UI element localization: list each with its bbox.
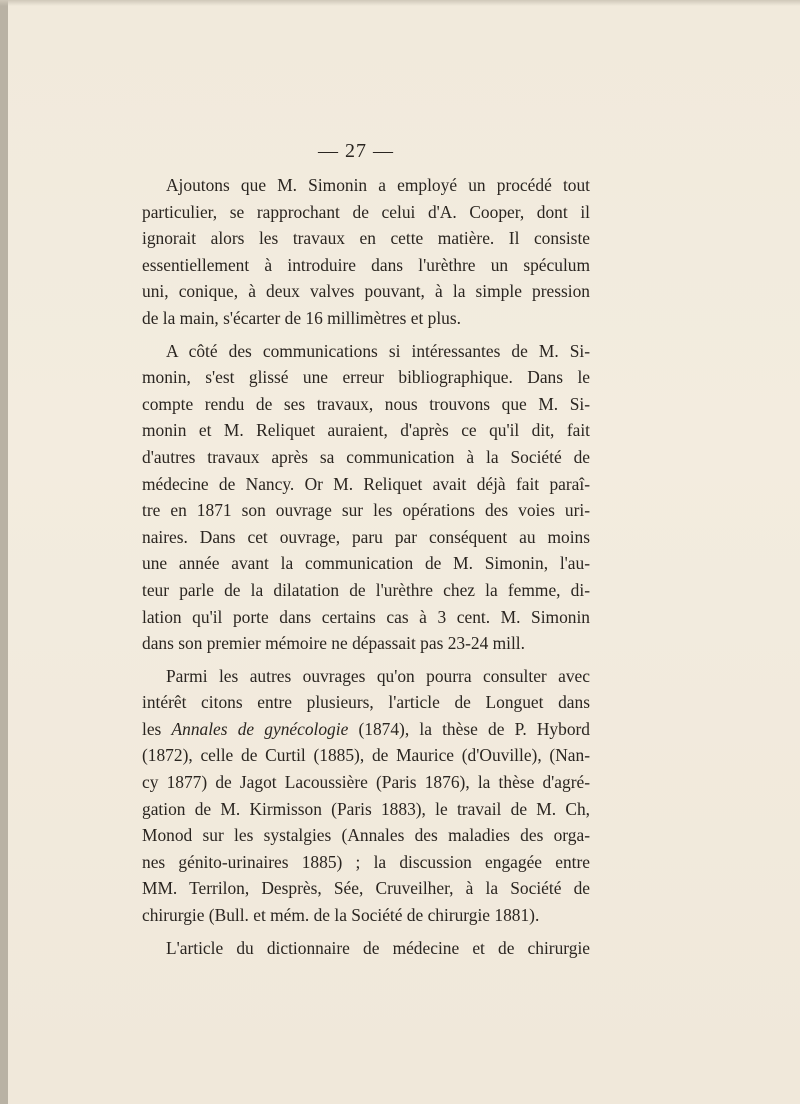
text-line: Parmi les autres ouvrages qu'on pourra consulter avec	[166, 665, 590, 686]
text-line: Ajoutons que M. Simonin a employé un procédé tout	[166, 175, 590, 195]
text-line: monin, s'est glissé une erreur bibliographique. Dans le	[142, 367, 590, 388]
paragraph	[118, 172, 590, 332]
paragraph	[118, 935, 590, 962]
text-line: teur parle de la dilatation de l'urèthre chez la femme, di-	[142, 579, 590, 600]
page-number: — 27 —	[318, 140, 394, 162]
page-left-edge	[0, 0, 8, 1104]
text-line: médecine de Nancy. Or M. Reliquet avait déjà fait paraî-	[142, 473, 590, 494]
text-line: dans son premier mémoire ne dépassait pas 23-24 mill.	[142, 633, 525, 654]
body-text	[118, 172, 590, 961]
text-line: d'autres travaux après sa communication à la Société de	[142, 446, 590, 467]
text-line: MM. Terrilon, Desprès, Sée, Cruveilher, à la Société de	[142, 878, 590, 899]
text-line: essentiellement à introduire dans l'urèthre un spéculum	[142, 254, 590, 275]
text-line: compte rendu de ses travaux, nous trouvons que M. Si-	[142, 393, 590, 414]
text-line: intérêt citons entre plusieurs, l'article de Longuet dans	[142, 692, 590, 713]
italic-title: Annales de gynécologie	[171, 718, 349, 739]
page-top-edge	[0, 0, 800, 6]
paragraph	[118, 663, 590, 929]
text-line: Monod sur les systalgies (Annales des maladies des orga-	[142, 825, 590, 846]
text-line: monin et M. Reliquet auraient, d'après ce qu'il dit, fait	[142, 420, 590, 441]
text-line: uni, conique, à deux valves pouvant, à la simple pression	[142, 281, 590, 302]
text-line: les Annales de gynécologie (1874), la thèse de P. Hybord	[142, 718, 590, 739]
text-line: cy 1877) de Jagot Lacoussière (Paris 1876), la thèse d'agré-	[142, 772, 590, 793]
text-line: tre en 1871 son ouvrage sur les opérations des voies uri-	[142, 500, 590, 521]
text-line: de la main, s'écarter de 16 millimètres et plus.	[142, 307, 461, 328]
text-line: une année avant la communication de M. Simonin, l'au-	[142, 553, 590, 574]
text-line: A côté des communications si intéressantes de M. Si-	[166, 340, 590, 361]
text-line: ignorait alors les travaux en cette matière. Il consiste	[142, 228, 590, 249]
text-line: nes génito-urinaires 1885) ; la discussion engagée entre	[142, 851, 590, 872]
paragraph	[118, 338, 590, 657]
text-line: lation qu'il porte dans certains cas à 3 cent. M. Simonin	[142, 606, 590, 627]
text-line: L'article du dictionnaire de médecine et de chirurgie	[166, 937, 590, 958]
text-line: gation de M. Kirmisson (Paris 1883), le travail de M. Ch,	[142, 798, 590, 819]
text-line: (1872), celle de Curtil (1885), de Maurice (d'Ouville), (Nan-	[142, 745, 590, 766]
text-line: particulier, se rapprochant de celui d'A. Cooper, dont il	[142, 201, 590, 222]
text-line: chirurgie (Bull. et mém. de la Société de chirurgie 1881).	[142, 905, 540, 926]
text-line: naires. Dans cet ouvrage, paru par conséquent au moins	[142, 526, 590, 547]
